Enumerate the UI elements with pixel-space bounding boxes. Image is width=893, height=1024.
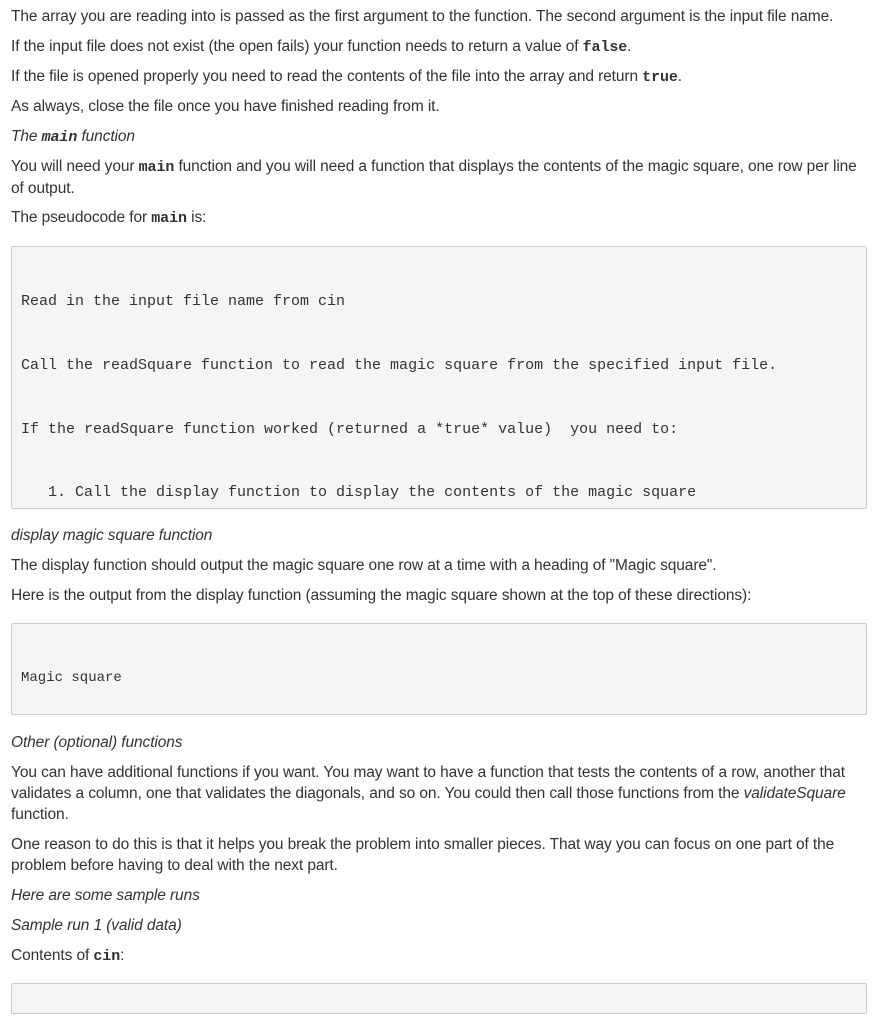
code-main: main [41,129,78,146]
para-display-example: Here is the output from the display function (assuming the magic square shown at the top of these directions): [11,587,752,604]
text: If the file is opened properly you need to read the contents of the file into the array and return [11,68,643,85]
text: Contents of [11,947,94,964]
text: You will need your [11,158,139,175]
para-close-file: As always, close the file once you have finished reading from it. [11,98,440,115]
code-line: 1. Call the display function to display the contents of the magic square [21,484,697,502]
para-array-argument: The array you are reading into is passed as the first argument to the function. The second argument is the input file name. [11,8,834,25]
text: If the input file does not exist (the open fails) your function needs to return a value of [11,38,583,55]
para-pseudocode-intro [11,207,873,229]
italic-validate-square: validateSquare [743,785,846,802]
heading-sample-run-1: Sample run 1 (valid data) [11,917,182,934]
heading-display-function: display magic square function [11,527,213,544]
text: The pseudocode for [11,209,152,226]
text: function [77,128,135,145]
text: The [11,128,42,145]
text: . [677,68,682,85]
heading-sample-runs: Here are some sample runs [11,887,200,904]
heading-optional-functions: Other (optional) functions [11,734,183,751]
para-opened-properly [11,66,873,88]
para-open-fails [11,36,873,58]
para-contents-of-cin [11,945,873,967]
code-line: Read in the input file name from cin [21,293,346,311]
code-main: main [151,210,187,227]
heading-main-function [11,126,873,148]
pseudocode-block [11,246,867,509]
para-display-output: The display function should output the magic square one row at a time with a heading of "Magic square". [11,557,717,574]
text: is: [186,209,207,226]
code-line: Call the readSquare function to read the magic square from the specified input file. [21,357,778,375]
text: function. [11,806,69,823]
code-main: main [138,159,175,176]
code-cin: cin [93,948,121,965]
code-line: If the readSquare function worked (returned a *true* value) you need to: [21,420,679,438]
text: You can have additional functions if you want. You may want to have a function that tests the contents of a row, another that validates a column, one that validates the diagonals, and so on. You could then call those functions from the [11,764,845,802]
text: : [120,947,125,964]
code-false: false [582,39,628,56]
magic-output-block [11,623,867,715]
text: function and you will need a function that displays the contents of the magic square, one row per line of output. [11,158,857,197]
para-need-main [11,156,873,199]
cin-input-block [11,983,867,1014]
output-line: Magic square [21,670,122,687]
para-additional-functions [11,762,873,825]
code-true: true [642,69,678,86]
text: . [627,38,632,55]
para-break-problem: One reason to do this is that it helps you break the problem into smaller pieces. That way you can focus on one part of the problem before having to deal with the next part. [11,836,835,874]
